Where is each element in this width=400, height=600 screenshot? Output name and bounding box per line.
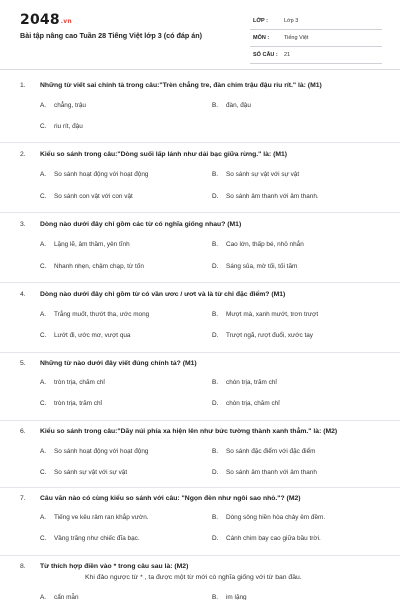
option-letter: D.: [212, 263, 219, 270]
question-separator: [0, 212, 400, 213]
option-letter: A.: [40, 171, 47, 178]
option-d[interactable]: [212, 535, 321, 542]
option-text: chẳng, trậu: [54, 102, 86, 109]
option-letter: B.: [212, 241, 219, 248]
option-b[interactable]: [212, 102, 251, 109]
option-letter: B.: [212, 102, 219, 109]
option-letter: A.: [40, 594, 47, 600]
option-text: So sánh sự vật với sự vật: [226, 171, 300, 178]
question-separator: [0, 420, 400, 421]
question-8: [0, 561, 400, 600]
page-title: Bài tập nâng cao Tuần 28 Tiếng Việt lớp 3 (có đáp án): [20, 31, 203, 40]
question-separator: [0, 142, 400, 143]
option-letter: B.: [212, 594, 219, 600]
option-c[interactable]: [40, 469, 127, 476]
question-7: [0, 493, 400, 542]
option-text: Trắng muốt, thướt tha, ước mong: [54, 311, 150, 318]
option-text: So sánh hoạt động với hoạt động: [54, 448, 149, 455]
option-letter: D.: [212, 193, 219, 200]
option-text: Tiếng ve kêu râm ran khắp vườn.: [54, 514, 149, 521]
option-text: So sánh âm thanh với âm thanh.: [226, 193, 319, 200]
option-a[interactable]: [40, 514, 149, 521]
option-c[interactable]: [40, 332, 130, 339]
question-number: 7.: [20, 495, 26, 502]
option-letter: B.: [212, 514, 219, 521]
site-logo[interactable]: [20, 12, 72, 28]
option-letter: C.: [40, 123, 47, 130]
option-text: Nhanh nhẹn, chậm chạp, từ tốn: [54, 263, 144, 270]
question-text: Kiểu so sánh trong câu:"Dòng suối lấp lánh như dải bạc giữa rừng." là: (M1): [40, 151, 288, 158]
option-letter: D.: [212, 400, 219, 407]
option-letter: A.: [40, 448, 47, 455]
question-number: 2.: [20, 151, 26, 158]
option-text: So sánh đặc điểm với đặc điểm: [226, 448, 316, 455]
meta-value: Tiếng Việt: [284, 35, 309, 41]
question-separator: [0, 282, 400, 283]
question-4: [0, 289, 400, 339]
meta-key: MÔN :: [253, 35, 270, 41]
question-6: [0, 426, 400, 476]
option-letter: D.: [212, 535, 219, 542]
meta-row-count: [250, 47, 382, 64]
option-c[interactable]: [40, 535, 140, 542]
option-letter: A.: [40, 379, 47, 386]
question-text: Kiểu so sánh trong câu:"Dãy núi phía xa hiện lên như bức tường thành xanh thẳm." là: (M2): [40, 428, 338, 435]
meta-key: LỚP :: [253, 18, 268, 24]
option-letter: B.: [212, 171, 219, 178]
option-c[interactable]: [40, 193, 133, 200]
option-text: tròn trịa, trăm chỉ: [54, 400, 102, 407]
option-letter: C.: [40, 469, 47, 476]
option-text: Trượt ngã, rượt đuổi, xước tay: [226, 332, 313, 339]
question-separator: [0, 555, 400, 556]
option-text: chòn trịa, chăm chỉ: [226, 400, 280, 407]
question-number: 8.: [20, 563, 26, 570]
question-separator: [0, 352, 400, 353]
meta-value: Lớp 3: [284, 18, 299, 24]
option-text: Cao lớn, thấp bé, nhỏ nhắn: [226, 241, 304, 248]
question-separator: [0, 487, 400, 488]
option-text: Vầng trăng như chiếc đĩa bạc.: [54, 535, 140, 542]
option-letter: A.: [40, 241, 47, 248]
option-letter: B.: [212, 379, 219, 386]
option-a[interactable]: [40, 102, 86, 109]
question-text: Những từ nào dưới đây viết đúng chính tả? (M1): [40, 360, 197, 367]
option-d[interactable]: [212, 400, 280, 407]
option-d[interactable]: [212, 193, 319, 200]
option-a[interactable]: [40, 171, 148, 178]
option-text: Cánh chim bay cao giữa bầu trời.: [226, 535, 321, 542]
option-text: Lặng lẽ, âm thầm, yên tĩnh: [54, 241, 130, 248]
option-letter: C.: [40, 332, 47, 339]
option-a[interactable]: [40, 379, 105, 386]
option-text: riu rít, đậu: [54, 123, 83, 130]
question-text: Từ thích hợp điền vào * trong câu sau là: (M2): [40, 563, 189, 570]
question-text: Dòng nào dưới đây chỉ gồm các từ có nghĩa giống nhau? (M1): [40, 221, 242, 228]
option-d[interactable]: [212, 332, 313, 339]
meta-row-class: [250, 13, 382, 30]
option-text: cẩn mẫn: [54, 594, 79, 600]
option-text: So sánh âm thanh với âm thanh: [226, 469, 317, 476]
question-number: 1.: [20, 82, 26, 89]
question-subtext: Khi đảo ngược từ * , ta được một từ mới có nghĩa giống với từ ban đầu.: [85, 574, 302, 581]
meta-info: [250, 13, 382, 64]
option-letter: A.: [40, 514, 47, 521]
option-text: So sánh con vật với con vật: [54, 193, 133, 200]
option-letter: C.: [40, 263, 47, 270]
option-a[interactable]: [40, 594, 79, 600]
option-c[interactable]: [40, 123, 83, 130]
option-b[interactable]: [212, 514, 325, 521]
option-text: So sánh hoạt động với hoạt động: [54, 171, 149, 178]
option-b[interactable]: [212, 594, 247, 600]
option-letter: B.: [212, 448, 219, 455]
option-letter: A.: [40, 311, 47, 318]
meta-row-subject: [250, 30, 382, 47]
option-b[interactable]: [212, 241, 304, 248]
option-b[interactable]: [212, 311, 318, 318]
question-number: 5.: [20, 360, 26, 367]
question-1: [0, 80, 400, 130]
option-text: Sáng sủa, mờ tối, tối tăm: [226, 263, 298, 270]
option-letter: D.: [212, 469, 219, 476]
question-number: 6.: [20, 428, 26, 435]
meta-value: 21: [284, 52, 291, 58]
option-text: đàn, đậu: [226, 102, 251, 109]
option-b[interactable]: [212, 379, 277, 386]
option-letter: D.: [212, 332, 219, 339]
option-a[interactable]: [40, 241, 130, 248]
option-letter: C.: [40, 400, 47, 407]
option-letter: B.: [212, 311, 219, 318]
option-text: Lướt đi, ước mơ, vượt qua: [54, 332, 131, 339]
option-text: im lặng: [226, 594, 247, 600]
option-c[interactable]: [40, 400, 102, 407]
option-text: So sánh sự vật với sự vật: [54, 469, 128, 476]
option-b[interactable]: [212, 448, 315, 455]
option-text: tròn trịa, chăm chỉ: [54, 379, 105, 386]
question-number: 3.: [20, 221, 26, 228]
option-letter: C.: [40, 535, 47, 542]
question-text: Dòng nào dưới đây chỉ gồm từ có vần ươc / ươt và là từ chỉ đặc điểm? (M1): [40, 291, 286, 298]
header-divider: [0, 69, 400, 70]
question-text: Những từ viết sai chính tả trong câu:"Trèn chẳng tre, đàn chim trậu đậu riu rít." là: (M1): [40, 82, 322, 89]
option-letter: A.: [40, 102, 47, 109]
header: [0, 0, 400, 64]
option-text: Dòng sông hiền hòa chảy êm đềm.: [226, 514, 326, 521]
question-text: Câu văn nào có cùng kiểu so sánh với câu: "Ngọn đèn như ngôi sao nhỏ."? (M2): [40, 495, 301, 502]
question-5: [0, 358, 400, 407]
meta-key: SỐ CÂU :: [253, 52, 278, 58]
option-b[interactable]: [212, 171, 299, 178]
option-d[interactable]: [212, 263, 297, 270]
option-a[interactable]: [40, 448, 148, 455]
logo-main: 2048: [20, 12, 60, 28]
option-text: Mượt mà, xanh mướt, trơn trượt: [226, 311, 319, 318]
option-text: chòn trịa, trăm chỉ: [226, 379, 277, 386]
question-3: [0, 219, 400, 270]
option-c[interactable]: [40, 263, 144, 270]
option-letter: C.: [40, 193, 47, 200]
logo-suffix: .vn: [60, 18, 72, 25]
question-number: 4.: [20, 291, 26, 298]
question-2: [0, 149, 400, 200]
option-d[interactable]: [212, 469, 317, 476]
option-a[interactable]: [40, 311, 149, 318]
